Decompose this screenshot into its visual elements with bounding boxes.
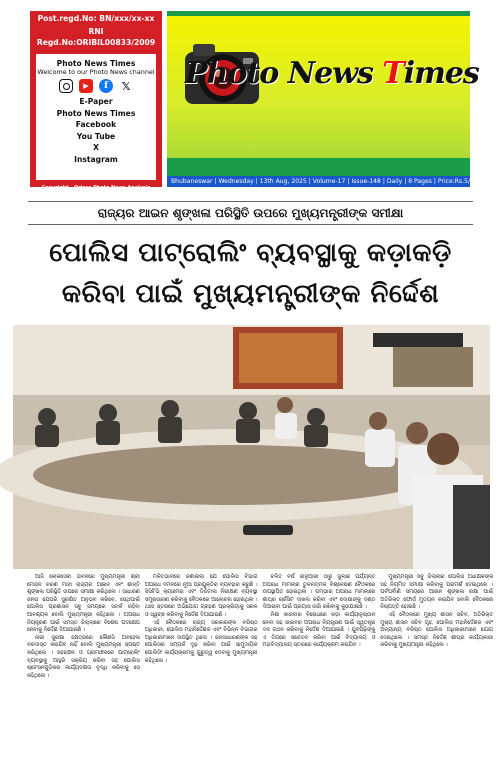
channel-links (36, 96, 156, 165)
social-icons (36, 79, 156, 93)
facebook-icon[interactable]: f (99, 79, 113, 93)
publication-sidebar (30, 11, 162, 191)
brand-name-part2: imes (403, 56, 479, 91)
link-youtube[interactable]: You Tube (76, 131, 116, 141)
link-photo-news-times[interactable]: Photo News Times (56, 108, 136, 118)
link-x[interactable]: X (93, 143, 99, 152)
instagram-icon[interactable] (59, 79, 73, 93)
paragraph: ମୁଖ୍ୟମନ୍ତ୍ରୀ ସବୁ ଜିଲ୍ଲାର ପୋଲିସ ଅଧୀକ୍ଷକଙ୍କ ସହ ନିୟମିତ ସମୀକ୍ଷା କରିବାକୁ ପରାମର୍ଶ ଦେଇଥିଲେ । ପର୍ବପର୍ବାଣି ସମୟରେ ଆଇନ ଶୃଙ୍ଖଳା ରକ୍ଷା ପାଇଁ ଅତିରିକ୍ତ ଫୋର୍ସ ମୁତୟନ କରାଯିବ ବୋଲି ବୈଠକରେ ନିଷ୍ପତ୍ତି ହୋଇଛି । (380, 574, 493, 611)
channel-info-box (36, 54, 156, 180)
copyright-text: Copyright - Orissa Photo News Analysis (41, 185, 151, 191)
rni-regd-number: RNI Regd.No:ORIBIL00833/2009 (36, 27, 156, 47)
link-instagram[interactable]: Instagram (74, 154, 118, 164)
youtube-icon[interactable]: ▶ (79, 79, 93, 93)
paragraph: ନିଶା କାରବାର ବିରୋଧରେ କଡ଼ା କାର୍ଯ୍ୟାନୁଷ୍ଠାନ ନେବା ସହ ସାଇବର ଅପରାଧ ନିୟନ୍ତ୍ରଣ ପାଇଁ ସ୍ୱତନ୍ତ୍ର ଦଳ ଗଠନ କରିବାକୁ ନିର୍ଦ୍ଦେଶ ଦିଆଯାଇଛି । ଯୁବପିଢ଼ିଙ୍କୁ ଏ ଦିଗରେ ସଚେତନ କରିବା ପାଇଁ ବିଦ୍ୟାଳୟ ଓ ମହାବିଦ୍ୟାଳୟ ସ୍ତରରେ କାର୍ଯ୍ୟକ୍ରମ କରାଯିବ । (262, 611, 376, 649)
link-epaper[interactable]: E-Paper (79, 97, 113, 106)
channel-title: Photo News Times (56, 59, 136, 68)
link-facebook[interactable]: Facebook (75, 120, 117, 129)
paragraph: ଚଳିତ ବର୍ଷ ଜାନୁଆରୀ ଠାରୁ ଜୁଲାଇ ପର୍ଯ୍ୟନ୍ତ ଅପରାଧ ମାମଲାର ତୁଳନାତ୍ମକ ବିଶ୍ଳେଷଣ ବୈଠକରେ ଉପସ୍ଥାପିତ ହୋଇଥିଲା । ଗମ୍ଭୀର ଅପରାଧ ମାମଲାରେ ଶୀଘ୍ର ଚାର୍ଜସିଟ ଦାଖଲ କରିବା ଏବଂ ଦୋଷୀଙ୍କୁ ଦଣ୍ଡ ଦିଆଇବା ପାଇଁ ପ୍ରୟାସ ଜାରି ରଖିବାକୁ କୁହାଯାଇଛି । (262, 574, 376, 611)
article-column-4 (380, 574, 493, 770)
paragraph: ମଳିତଭାବରେ ଜଣାଇଲା ଯେ ପୋଲିସ ବିଭାଗ ଅପରାଧ ଦମନରେ ନୂଆ ପ୍ରଯୁକ୍ତିର ବ୍ୟବହାର କରୁଛି । ସିସିଟିଭି କ୍ୟାମେରା ଏବଂ ଡିଜିଟାଲ ନିରୀକ୍ଷଣ ବ୍ୟବସ୍ଥା ସମ୍ପ୍ରସାରଣ କରିବାକୁ ବୈଠକରେ ଆଲୋଚନା ହୋଇଥିଲା । ଥାନା ସ୍ତରରେ ଅଭିଯୋଗ ଗ୍ରହଣ ପ୍ରକ୍ରିୟାକୁ ସରଳ ଓ ସ୍ୱଚ୍ଛ କରିବାକୁ ନିର୍ଦ୍ଦେଶ ଦିଆଯାଇଛି । (144, 574, 258, 618)
dateline-bar: Bhubaneswar | Wednesday | 13th Aug, 2025 | Volume-17 | Issue-148 | Daily | 8 Pages | Price:Rs.5/- (167, 176, 470, 187)
main-headline-line1: ପୋଲିସ ପାଟ୍ରୋଲିଂ ବ୍ୟବସ୍ଥାକୁ କଡ଼ାକଡ଼ି (49, 238, 452, 268)
masthead-green-band (167, 158, 470, 176)
paragraph: ଏହି ବୈଠକରେ ରାଜ୍ୟ ସରକାରଙ୍କ ବରିଷ୍ଠ ଅଧିକାରୀ, ପୋଲିସ ମହାନିର୍ଦ୍ଦେଶକ ଏବଂ ବିଭିନ୍ନ ବିଭାଗର ଅଧିକାରୀମାନେ ଉପସ୍ଥିତ ଥିଲେ । ଜନସାଧାରଣଙ୍କ ସହ ପୋଲିସର ସମ୍ପର୍କ ଦୃଢ଼ କରିବା ପାଇଁ ସାମୁଦାୟିକ ପୋଲିସିଂ କାର୍ଯ୍ୟକ୍ରମକୁ ଗୁରୁତ୍ୱ ଦେବାକୁ ମୁଖ୍ୟମନ୍ତ୍ରୀ କହିଥିଲେ । (144, 619, 258, 664)
brand-t-icon: T (382, 56, 404, 91)
paragraph: ନାରୀ ସୁରକ୍ଷା କ୍ଷେତ୍ରରେ କୌଣସି ଅବହେଳା ବରଦାସ୍ତ କରାଯିବ ନାହିଁ ବୋଲି ମୁଖ୍ୟମନ୍ତ୍ରୀ ସ୍ପଷ୍ଟ କରିଥିଲେ । ସହରାଞ୍ଚଳ ଓ ଗ୍ରାମାଞ୍ଚଳରେ ପାଟ୍ରୋଲିଂ ବ୍ୟବସ୍ଥାକୁ ଆହୁରି ସକ୍ରିୟ କରିବା ସହ ପୋଲିସ ଷ୍ଟେସନଗୁଡ଼ିକର କାର୍ଯ୍ୟଦକ୍ଷତା ବୃଦ୍ଧି କରିବାକୁ ସେ କହିଥିଲେ । (27, 634, 140, 679)
x-icon[interactable]: 𝕏 (121, 79, 131, 93)
brand-logo (185, 56, 479, 91)
post-regd-number: Post.regd.No: BN/xxx/xx-xx (37, 14, 155, 23)
article-column-1 (27, 574, 140, 770)
brand-name-part1: Photo News (185, 56, 383, 91)
paragraph: ଏହି ବୈଠକରେ ମୁଖ୍ୟ ଶାସନ ସଚିବ, ଅତିରିକ୍ତ ମୁଖ୍ୟ ଶାସନ ସଚିବ ଗୃହ, ପୋଲିସ ମହାନିର୍ଦ୍ଦେଶକ ଏବଂ ଅନ୍ୟାନ୍ୟ ବରିଷ୍ଠ ପୋଲିସ ଅଧିକାରୀମାନେ ଯୋଗ ଦେଇଥିଲେ । ସମସ୍ତ ନିର୍ଦ୍ଦେଶ ଶୀଘ୍ର କାର୍ଯ୍ୟକାରୀ କରିବାକୁ ମୁଖ୍ୟମନ୍ତ୍ରୀ କହିଥିଲେ । (380, 611, 493, 649)
masthead (167, 11, 479, 176)
meeting-photo (13, 325, 490, 569)
article-column-3 (263, 574, 376, 770)
main-headline-line2: କରିବା ପାଇଁ ମୁଖ୍ୟମନ୍ତ୍ରୀଙ୍କ ନିର୍ଦ୍ଦେଶ (61, 279, 440, 309)
article-body (27, 574, 493, 770)
channel-welcome: Welcome to our Photo News channel (37, 68, 155, 76)
article-column-2 (145, 574, 258, 770)
paragraph: ଆଜି ଲୋକସେବା ଭବନରେ ମୁଖ୍ୟମନ୍ତ୍ରୀ ଶ୍ରୀ ମୋହନ ଚରଣ ମାଝୀ ରାଜ୍ୟର ଆଇନ ଏବଂ ଶାନ୍ତି ଶୃଙ୍ଖଳା ପରିସ୍ଥିତି ଉପରେ ସମୀକ୍ଷା କରିଥିଲେ । ସାଧାରଣ ଜନତା ଯେପରି ସୁରକ୍ଷିତ ଅନୁଭବ କରିବେ, ସେଥିପାଇଁ ପୋଲିସ ପ୍ରଶାସନ ସବୁ ସମୟରେ ସତର୍କ ରହିବା ଆବଶ୍ୟକ ବୋଲି ମୁଖ୍ୟମନ୍ତ୍ରୀ କହିଥିଲେ । ଅପରାଧ ନିୟନ୍ତ୍ରଣ ପାଇଁ ସମସ୍ତ ଜିଲ୍ଲାରେ ବିଶେଷ ପଦକ୍ଷେପ ନେବାକୁ ନିର୍ଦ୍ଦେଶ ଦିଆଯାଇଛି । (27, 574, 140, 634)
kicker-headline: ରାଜ୍ୟର ଆଇନ ଶୃଙ୍ଖଳା ପରିସ୍ଥିତି ଉପରେ ମୁଖ୍ୟମନ୍ତ୍ରୀଙ୍କ ସମୀକ୍ଷା (28, 201, 473, 225)
